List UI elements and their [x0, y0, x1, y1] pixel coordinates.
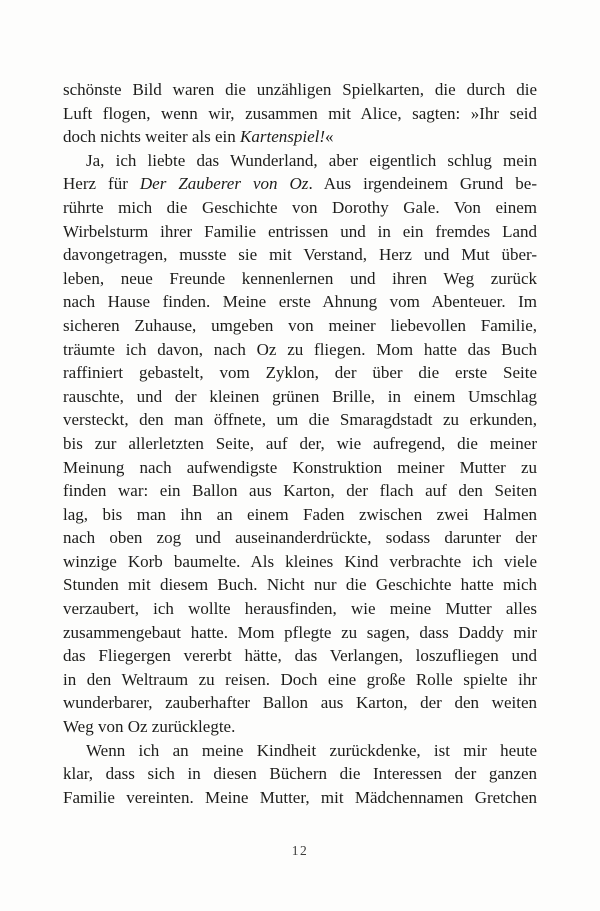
text-run: rauschte, und der kleinen grünen Brille, in einem Umschlag — [63, 386, 537, 406]
text-line — [63, 338, 537, 362]
text-run: Stunden mit diesem Buch. Nicht nur die Geschichte hatte mich — [63, 575, 537, 595]
text-line — [63, 668, 537, 692]
text-line — [63, 786, 537, 810]
text-line — [63, 196, 537, 220]
text-line — [63, 573, 537, 597]
text-line — [63, 385, 537, 409]
italic-text-run: Kartenspiel! — [240, 127, 326, 147]
text-line — [63, 621, 537, 645]
text-line — [63, 220, 537, 244]
text-line — [63, 715, 537, 739]
text-line — [63, 243, 537, 267]
text-line — [63, 526, 537, 550]
text-run: schönste Bild waren die unzähligen Spielkarten, die durch die — [63, 80, 537, 99]
text-line — [63, 432, 537, 456]
text-run: Ja, ich liebte das Wunderland, aber eigentlich schlug mein — [86, 150, 537, 170]
text-run: winzige Korb baumelte. Als kleines Kind verbrachte ich viele — [63, 551, 537, 571]
text-run: bis zur allerletzten Seite, auf der, wie aufregend, die meiner — [63, 433, 537, 453]
text-line — [63, 479, 537, 503]
text-run: verzaubert, ich wollte herausfinden, wie meine Mutter alles — [63, 599, 537, 619]
text-run: versteckt, den man öffnete, um die Smaragdstadt zu erkunden, — [63, 410, 537, 430]
text-run: Wirbelsturm ihrer Familie entrissen und in ein fremdes Land — [63, 221, 537, 241]
text-run: nach oben zog und auseinanderdrückte, sodass darunter der — [63, 528, 537, 548]
text-line — [63, 691, 537, 715]
text-run: Familie vereinten. Meine Mutter, mit Mädchennamen Gretchen — [63, 787, 537, 807]
text-line — [63, 361, 537, 385]
page-number: 12 — [291, 843, 309, 858]
text-line — [63, 102, 537, 126]
text-line — [63, 762, 537, 786]
text-line — [63, 149, 537, 173]
text-block — [63, 78, 537, 809]
text-run: lag, bis man ihn an einem Faden zwischen zwei Halmen — [63, 504, 537, 524]
text-run: Meinung nach aufwendigste Konstruktion meiner Mutter zu — [63, 457, 537, 477]
text-run: sicheren Zuhause, umgeben von meiner liebevollen Familie, — [63, 315, 537, 335]
text-line — [63, 456, 537, 480]
text-run: finden war: ein Ballon aus Karton, der flach auf den Seiten — [63, 481, 537, 501]
text-run: klar, dass sich in diesen Büchern die Interessen der ganzen — [63, 764, 537, 784]
text-line — [63, 78, 537, 102]
text-run: raffiniert gebastelt, vom Zyklon, der über die erste Seite — [63, 363, 537, 383]
text-line — [63, 314, 537, 338]
text-line — [63, 739, 537, 763]
text-run: träumte ich davon, nach Oz zu fliegen. Mom hatte das Buch — [63, 339, 537, 359]
text-run: . Aus irgendeinem Grund be- — [308, 174, 537, 194]
text-run: Wenn ich an meine Kindheit zurückdenke, ist mir heute — [86, 740, 537, 760]
italic-text-run: Der Zauberer von Oz — [139, 174, 309, 194]
text-run: « — [325, 127, 334, 147]
text-line — [63, 597, 537, 621]
text-run: Herz für — [63, 174, 140, 194]
text-line — [63, 503, 537, 527]
text-line — [63, 644, 537, 668]
text-run: zusammengebaut hatte. Mom pflegte zu sagen, dass Daddy mir — [63, 622, 537, 642]
text-run: nach Hause finden. Meine erste Ahnung vom Abenteuer. Im — [63, 292, 537, 312]
text-run: Weg von Oz zurücklegte. — [63, 717, 236, 737]
text-run: wunderbarer, zauberhafter Ballon aus Karton, der den weiten — [63, 693, 537, 713]
text-line — [63, 290, 537, 314]
text-run: rührte mich die Geschichte von Dorothy Gale. Von einem — [63, 197, 537, 217]
text-run: doch nichts weiter als ein — [63, 127, 241, 147]
text-run: das Fliegergen vererbt hätte, das Verlangen, loszufliegen und — [63, 646, 537, 666]
text-run: Luft flogen, wenn wir, zusammen mit Alice, sagten: »Ihr seid — [63, 103, 537, 123]
text-line — [63, 550, 537, 574]
text-line — [63, 408, 537, 432]
text-line — [63, 267, 537, 291]
text-run: leben, neue Freunde kennenlernen und ihren Weg zurück — [63, 268, 537, 288]
text-line — [63, 125, 537, 149]
text-run: davongetragen, musste sie mit Verstand, Herz und Mut über- — [63, 245, 537, 265]
text-line — [63, 172, 537, 196]
text-run: in den Weltraum zu reisen. Doch eine große Rolle spielte ihr — [63, 669, 537, 689]
